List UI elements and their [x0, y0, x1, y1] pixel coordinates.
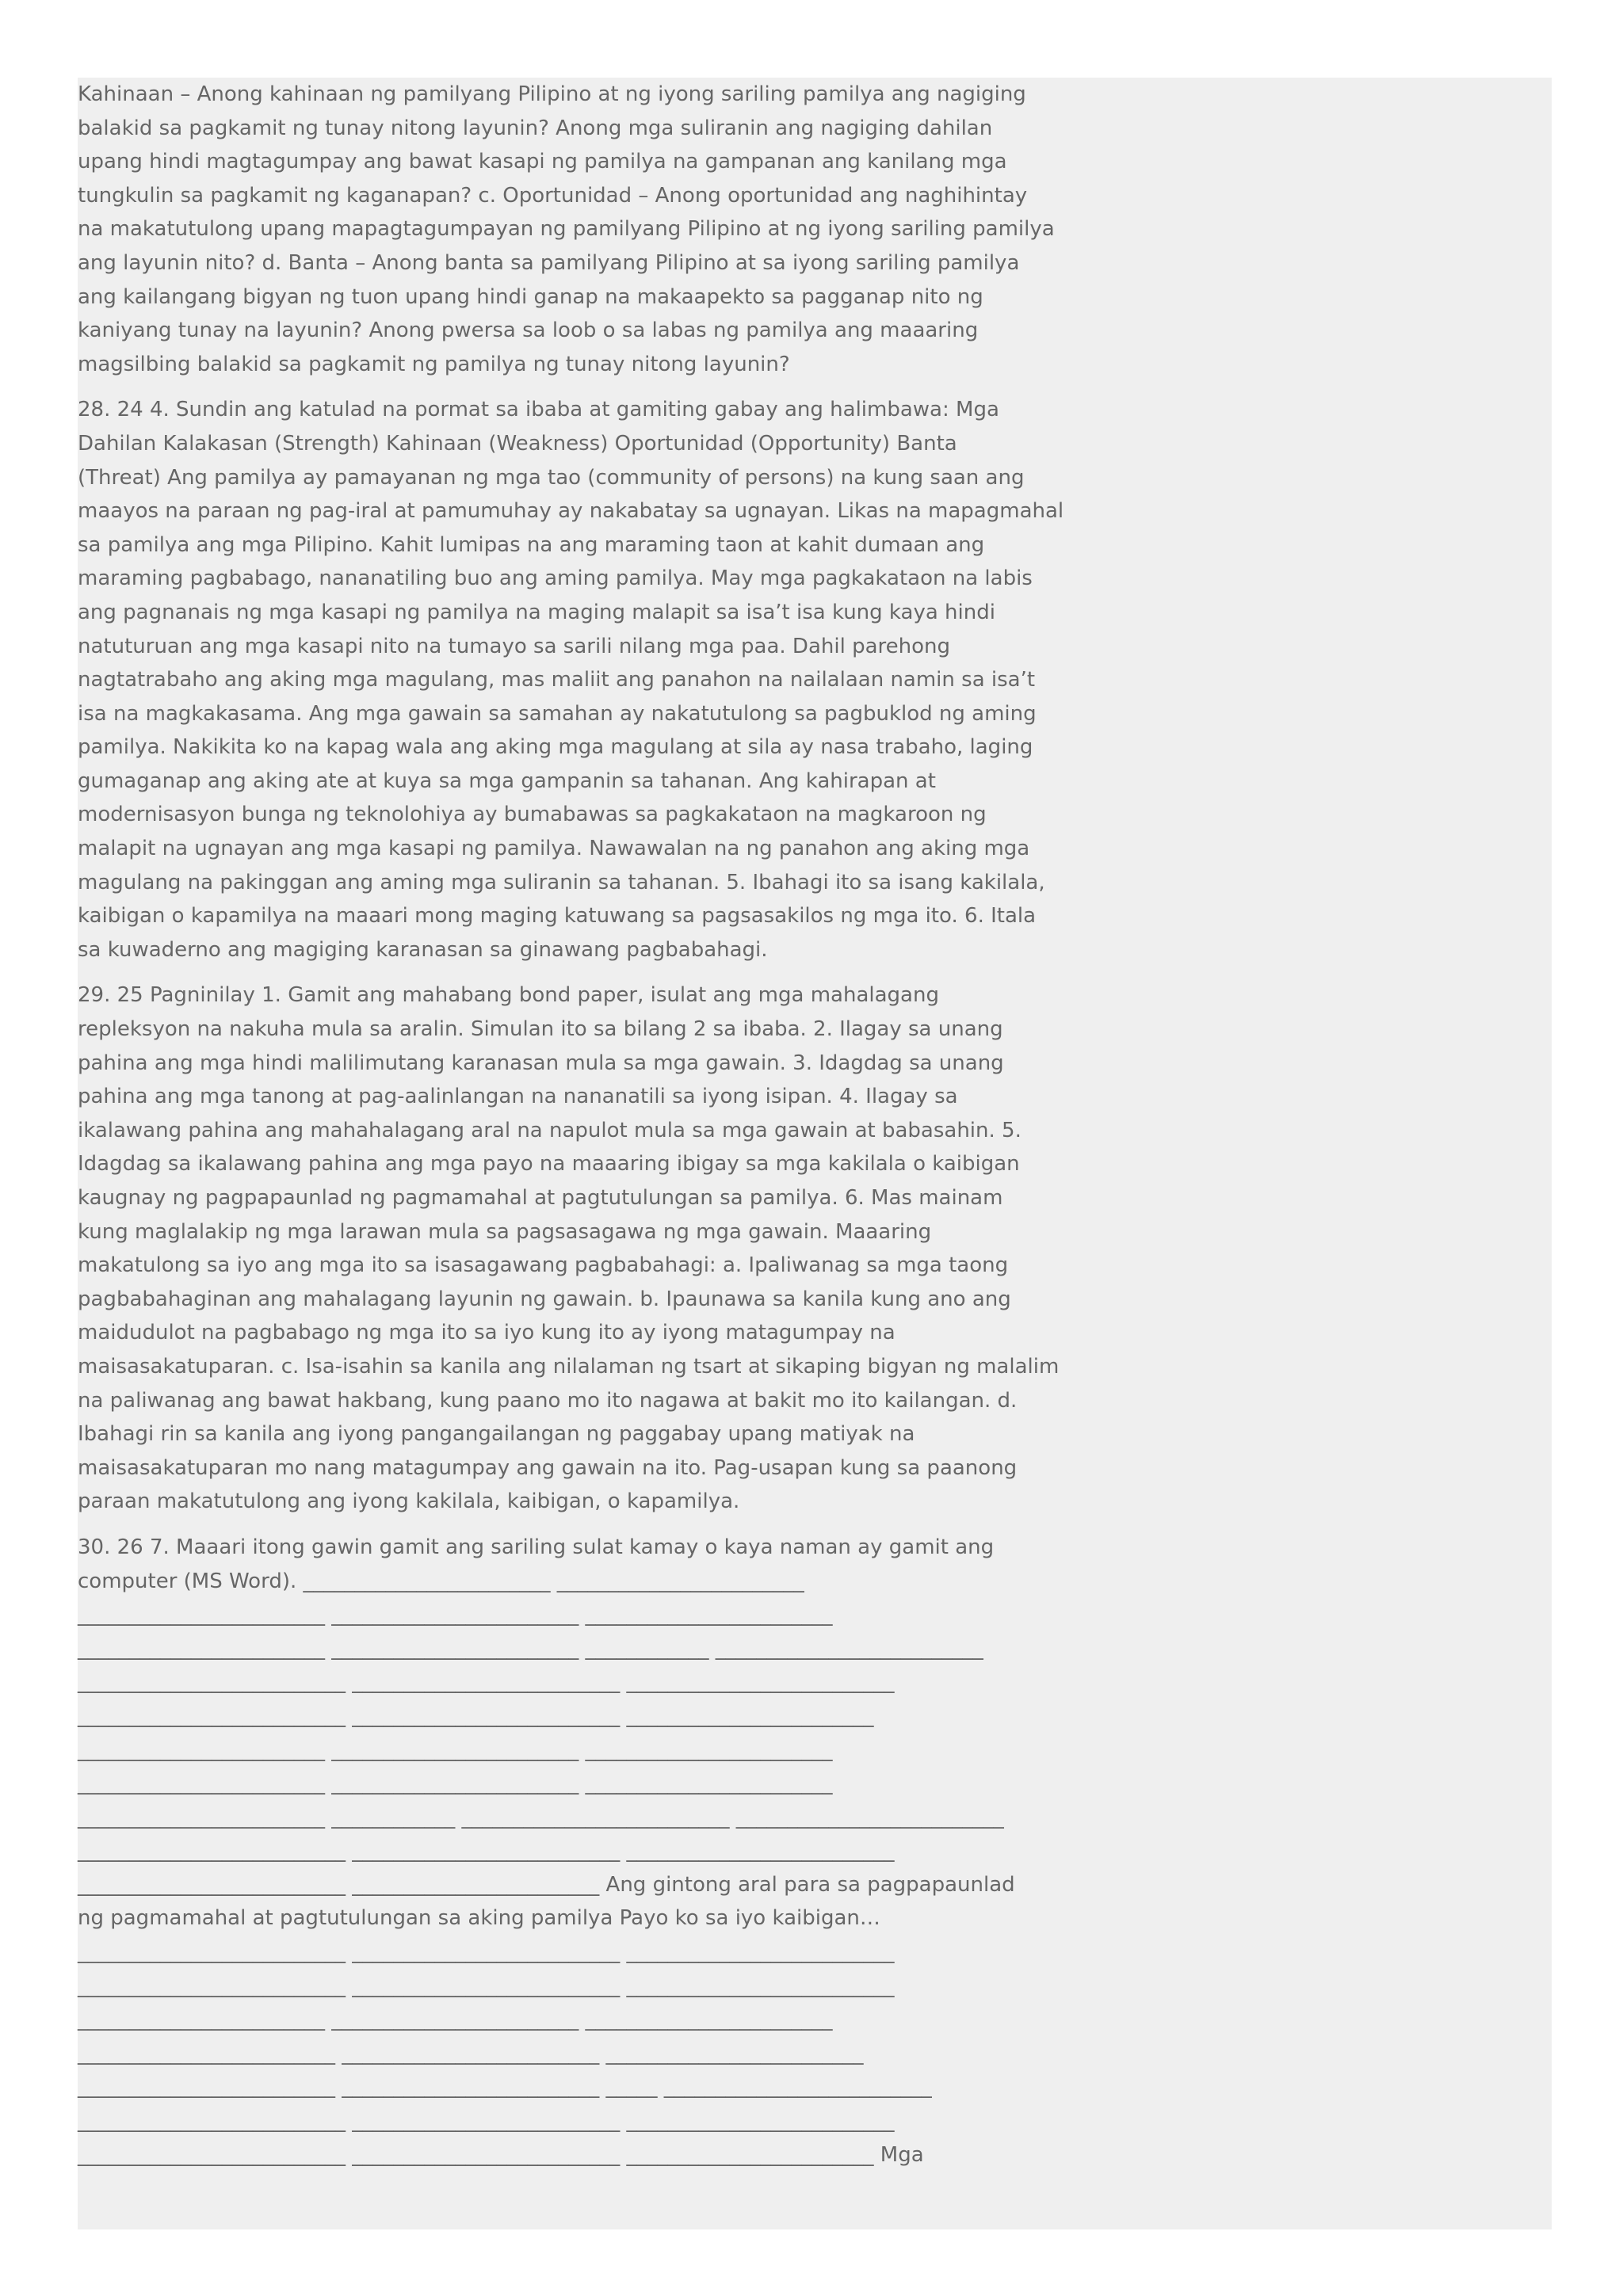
paragraph-29-pagninilay: 29. 25 Pagninilay 1. Gamit ang mahabang bond paper, isulat ang mga mahalagang repleksyon na nakuha mula sa aralin. Simulan ito sa bilang 2 sa ibaba. 2. Ilagay sa unang pahina ang mga hindi malilimutang karanasan mula sa mga gawain. 3. Idagdag sa unang pahina ang mga tanong at pag-aalinlangan na nananatili sa iyong isipan. 4. Ilagay sa ikalawang pahina ang mahahalagang aral na napulot mula sa mga gawain at babasahin. 5. Idagdag sa ikalawang pahina ang mga payo na maaaring ibigay sa mga kakilala o kaibigan kaugnay ng pagpapaunlad ng pagmamahal at pagtutulungan sa pamilya. 6. Mas mainam kung maglalakip ng mga larawan mula sa pagsasagawa ng mga gawain. Maaaring makatulong sa iyo ang mga ito sa isasagawang pagbabahagi: a. Ipaliwanag sa mga taong pagbabahaginan ang mahalagang layunin ng gawain. b. Ipaunawa sa kanila kung ano ang maidudulot na pagbabago ng mga ito sa iyo kung ito ay iyong matagumpay na maisasakatuparan. c. Isa-isahin sa kanila ang nilalaman ng tsart at sikaping bigyan ng malalim na paliwanag ang bawat hakbang, kung paano mo ito nagawa at bakit mo ito kailangan. d. Ibahagi rin sa kanila ang iyong pangangailangan ng paggabay upang matiyak na maisasakatuparan mo nang matagumpay ang gawain na ito. Pag-usapan kung sa paanong paraan makatutulong ang iyong kakilala, kaibigan, o kapamilya.: [78, 983, 1060, 1514]
paragraph-30-blank-lines: 30. 26 7. Maaari itong gawin gamit ang sariling sulat kamay o kaya naman ay gamit ang computer (MS Word). ________________________ ________________________ ________________________ ________________________ ________________________ ________________________ ________________________ ____________ __________________________ __________________________ __________________________ __________________________ __________________________ __________________________ ________________________ ________________________ ________________________ ________________________ ________________________ ________________________ ________________________ ________________________ ____________ __________________________ __________________________ __________________________ __________________________ __________________________ __________________________ ________________________ Ang gintong aral para sa pagpapaunlad ng pagmamahal at pagtutulungan sa aking pamilya Payo ko sa iyo kaibigan… __________________________ __________________________ __________________________ __________________________ __________________________ __________________________ ________________________ ________________________ ________________________ _________________________ _________________________ _________________________ _________________________ _________________________ _____ __________________________ __________________________ __________________________ __________________________ __________________________ __________________________ ________________________ Mga: [78, 1535, 1015, 2167]
paragraph-kahinaan: Kahinaan – Anong kahinaan ng pamilyang Pilipino at ng iyong sariling pamilya ang nagiging balakid sa pagkamit ng tunay nitong layunin? Anong mga suliranin ang nagiging dahilan upang hindi magtagumpay ang bawat kasapi ng pamilya na gampanan ang kanilang mga tungkulin sa pagkamit ng kaganapan? c. Oportunidad – Anong oportunidad ang naghihintay na makatutulong upang mapagtagumpayan ng pamilyang Pilipino at ng iyong sariling pamilya ang layunin nito? d. Banta – Anong banta sa pamilyang Pilipino at sa iyong sariling pamilya ang kailangang bigyan ng tuon upang hindi ganap na makaapekto sa pagganap nito ng kaniyang tunay na layunin? Anong pwersa sa loob o sa labas ng pamilya ang maaaring magsilbing balakid sa pagkamit ng pamilya ng tunay nitong layunin?: [78, 82, 1055, 376]
paragraph-28: 28. 24 4. Sundin ang katulad na pormat sa ibaba at gamiting gabay ang halimbawa: Mga Dahilan Kalakasan (Strength) Kahinaan (Weakness) Oportunidad (Opportunity) Banta (Threat) Ang pamilya ay pamayanan ng mga tao (community of persons) na kung saan ang maayos na paraan ng pag-iral at pamumuhay ay nakabatay sa ugnayan. Likas na mapagmahal sa pamilya ang mga Pilipino. Kahit lumipas na ang maraming taon at kahit dumaan ang maraming pagbabago, nananatiling buo ang aming pamilya. May mga pagkakataon na labis ang pagnanais ng mga kasapi ng pamilya na maging malapit sa isa’t isa kung kaya hindi natuturuan ang mga kasapi nito na tumayo sa sarili nilang mga paa. Dahil parehong nagtatrabaho ang aking mga magulang, mas maliit ang panahon na nailalaan namin sa isa’t isa na magkakasama. Ang mga gawain sa samahan ay nakatutulong sa pagbuklod ng aming pamilya. Nakikita ko na kapag wala ang aking mga magulang at sila ay nasa trabaho, laging gumaganap ang aking ate at kuya sa mga gampanin sa tahanan. Ang kahirapan at modernisasyon bunga ng teknolohiya ay bumabawas sa pagkakataon na magkaroon ng malapit na ugnayan ang mga kasapi ng pamilya. Nawawalan na ng panahon ang aking mga magulang na pakinggan ang aming mga suliranin sa tahanan. 5. Ibahagi ito sa isang kakilala, kaibigan o kapamilya na maaari mong maging katuwang sa pagsasakilos ng mga ito. 6. Itala sa kuwaderno ang magiging karanasan sa ginawang pagbabahagi.: [78, 398, 1064, 962]
document-body: [78, 78, 1064, 2172]
document-page: [78, 78, 1552, 2229]
